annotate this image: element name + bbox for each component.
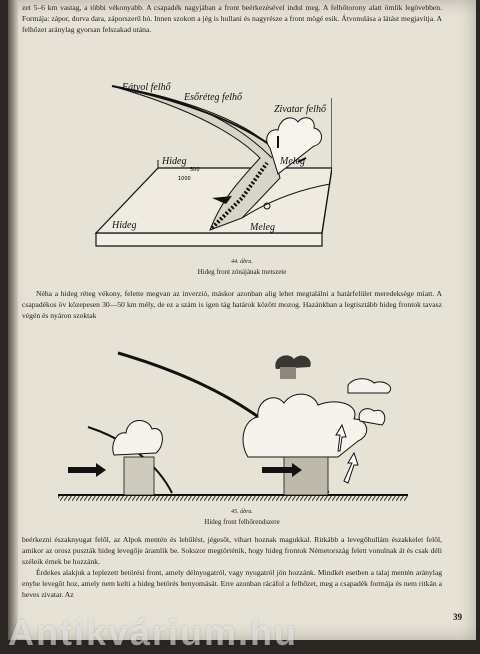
- watermark-text: Antikvárium.hu: [8, 612, 299, 653]
- label-hideg-bottom: Hideg: [112, 220, 137, 231]
- ground-hatching: [58, 495, 408, 501]
- paragraph-middle-text: Néha a hideg réteg vékony, felette megvan az inverzió, máskor azonban alig lehet megtalálni a határfelület meredeksége miatt. A csapadékos öv közepesen 30—50 km mély, de ez a szám is igen tág határok között mozog. Hazánkban a legtisztább hideg frontok tavasz végén és nyáron szoktak: [22, 289, 442, 320]
- left-cloud: [113, 420, 163, 455]
- updraft-arrow-lower: [344, 453, 358, 483]
- paragraph-middle: [22, 288, 442, 321]
- left-rain-area: [124, 457, 154, 495]
- figure-cold-front-cloud-system: [48, 345, 428, 505]
- figure2-caption: [8, 508, 476, 527]
- figure1-number: 44. ábra.: [231, 259, 253, 265]
- label-500: 500: [190, 167, 200, 173]
- main-rain-area: [284, 457, 328, 495]
- page-number: 39: [453, 612, 462, 622]
- paragraph-bottom-1-text: beérkezni északnyugat felől, az Alpok mentén és lehűlést, jégesőt, vihart hoznak magukkal. Ritkább a levegőhullám északkelet felől, amikor az orosz puszták hideg levegője áramlik be. Sokszor megtörténik, hogy hideg frontok Németország felett vonulnak át és csak déli széleik érnek be hozzánk.: [22, 535, 442, 566]
- block-front-face: [96, 233, 322, 246]
- label-1000: 1000: [178, 176, 191, 182]
- upper-precipitation: [280, 367, 296, 379]
- figure2-number: 45. ábra.: [231, 509, 253, 515]
- right-upper-cloud: [348, 379, 391, 393]
- label-hideg-top: Hideg: [162, 156, 187, 167]
- figure-cold-front-cross-section: [92, 78, 332, 253]
- paragraph-bottom-2-text: Érdekes alakjuk a leplezett betörési front, amely délnyugatról, vagy nyugatról jön hozzánk. Mindkét esetben a talaj mentén aránylag enyhe levegőt hoz, amely nem kelti a hideg betörés benyomását. Erre azonban rácáfol a felhőzet, meg a csapadék formája és nem ritkán a heves zivatar. Az: [22, 568, 442, 599]
- cumulonimbus-cloud: [243, 394, 367, 457]
- paragraph-top: [22, 2, 442, 35]
- figure1-caption: [8, 258, 476, 277]
- wind-arrow-left: [68, 463, 106, 477]
- anvil-top: [275, 355, 310, 369]
- figure1-title: Hideg front zónájának metszete: [197, 268, 287, 276]
- figure2-title: Hideg front felhőrendszere: [204, 518, 280, 526]
- paragraph-top-text: zet 5–6 km vastag, a többi vékonyabb. A csapadék nagyjában a front beérkezésével indul meg. A felhőtorony alatt ömlik legövebben. Formája: zápor, durva dara, záporszerű hó. Innen szokott a jég is hullani és nagyrésze a front mögé esik. Átvonulása a látást megjavítja. A felhőzet aránylag gyorsan felszakad utána.: [22, 3, 442, 34]
- label-meleg-bottom: Meleg: [250, 222, 275, 233]
- label-meleg-top: Meleg: [280, 156, 305, 167]
- label-zivatar-felho: Zivatar felhő: [274, 104, 326, 115]
- label-fatyol-felho: Fátyol felhő: [122, 82, 171, 93]
- paragraph-bottom: [22, 534, 442, 600]
- label-esoreteg-felho: Esőréteg felhő: [184, 92, 243, 103]
- book-page: [8, 0, 476, 640]
- page-binding-shadow: [8, 0, 18, 640]
